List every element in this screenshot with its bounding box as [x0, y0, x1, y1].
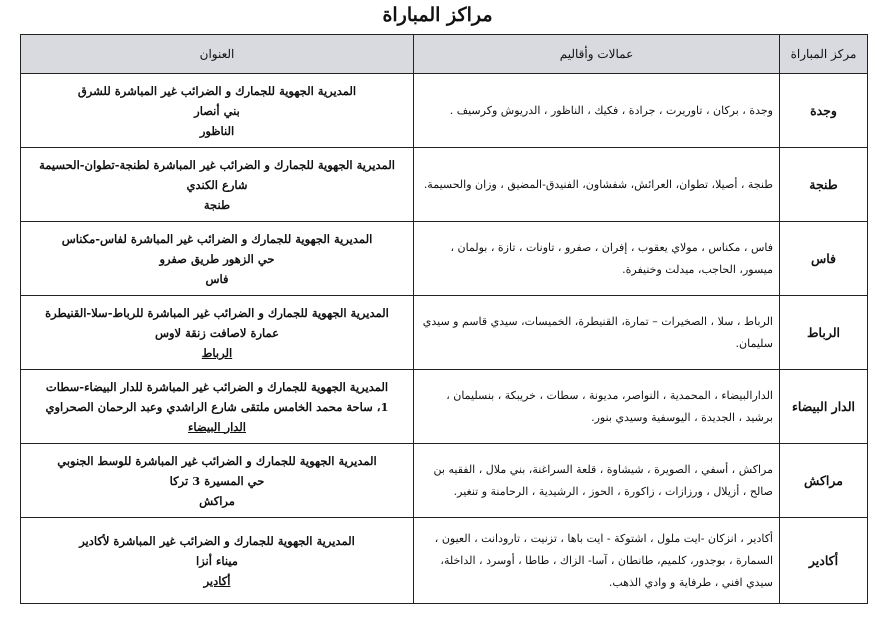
address-line-1: المديرية الجهوية للجمارك و الضرائب غير المباشرة للرباط-سلا-القنيطرة: [45, 305, 389, 320]
header-address: العنوان: [21, 35, 414, 74]
page-title: مراكز المباراة: [382, 4, 493, 26]
address-line-3: فاس: [205, 271, 229, 286]
table-row-rabat: [21, 296, 868, 370]
address-line-2: حي الزهور طريق صفرو: [159, 251, 275, 266]
cell-regions: فاس ، مكناس ، مولاي يعقوب ، إفران ، صفرو ، تاونات ، تازة ، بولمان ، ميسور، الحاجب، ميدلت وخنيفرة.: [414, 222, 780, 296]
exam-centers-table: [20, 34, 868, 604]
address-line-1: المديرية الجهوية للجمارك و الضرائب غير المباشرة للوسط الجنوبي: [57, 453, 377, 468]
cell-address: [21, 518, 414, 604]
address-line-2: شارع الكندي: [186, 177, 248, 192]
cell-address: [21, 370, 414, 444]
cell-regions: الدارالبيضاء ، المحمدية ، النواصر، مديونة ، سطات ، خريبكة ، بنسليمان ، برشيد ، الجديدة ، اليوسفية وسيدي بنور.: [414, 370, 780, 444]
cell-address: [21, 74, 414, 148]
cell-center: الدار البيضاء: [780, 370, 868, 444]
address-line-1: المديرية الجهوية للجمارك و الضرائب غير المباشرة للدار البيضاء-سطات: [45, 379, 389, 394]
cell-center: وجدة: [780, 74, 868, 148]
cell-center: الرباط: [780, 296, 868, 370]
cell-center: أكادير: [780, 518, 868, 604]
table-header-row: [21, 35, 868, 74]
cell-address: [21, 444, 414, 518]
cell-regions: أكادير ، انزكان -ايت ملول ، اشتوكة - ايت باها ، تزنيت ، تارودانت ، العيون ، السمارة ، بوجدور، كلميم، طانطان ، آسا- الزاك ، طاطا ، أوسرد ، الداخلة، سيدي افني ، طرفاية و وادي الذهب.: [414, 518, 780, 604]
cell-address: [21, 148, 414, 222]
address-line-3: الناظور: [199, 123, 235, 138]
table-row-marrakech: [21, 444, 868, 518]
table-row-oujda: [21, 74, 868, 148]
cell-regions: طنجة ، أصيلا، تطوان، العرائش، شفشاون، الفنيدق-المضيق ، وزان والحسيمة.: [414, 148, 780, 222]
cell-regions: الرباط ، سلا ، الصخيرات – تمارة، القنيطرة، الخميسات، سيدي قاسم و سيدي سليمان.: [414, 296, 780, 370]
cell-regions: مراكش ، أسفي ، الصويرة ، شيشاوة ، قلعة السراغنة، بني ملال ، الفقيه بن صالح ، أزيلال ، ورزازات ، زاكورة ، الحوز ، الرشيدية ، الرحامنة و تنغير.: [414, 444, 780, 518]
address-line-3: أكادير: [203, 573, 231, 588]
cell-center: مراكش: [780, 444, 868, 518]
header-center: مركز المباراة: [780, 35, 868, 74]
address-line-1: المديرية الجهوية للجمارك و الضرائب غير المباشرة للشرق: [77, 83, 357, 98]
address-line-1: المديرية الجهوية للجمارك و الضرائب غير المباشرة لفاس-مكناس: [61, 231, 373, 246]
cell-address: [21, 296, 414, 370]
cell-regions: وجدة ، بركان ، تاوريرت ، جرادة ، فكيك ، الناظور ، الدريوش وكرسيف .: [414, 74, 780, 148]
address-line-2: حي المسيرة 3 تركا: [169, 473, 265, 488]
header-regions: عمالات وأقاليم: [414, 35, 780, 74]
address-line-3: مراكش: [199, 493, 235, 508]
cell-center: فاس: [780, 222, 868, 296]
address-line-3: الرباط: [201, 345, 233, 360]
address-line-2: 1، ساحة محمد الخامس ملتقى شارع الراشدي وعبد الرحمان الصحراوي: [45, 399, 389, 414]
address-line-1: المديرية الجهوية للجمارك و الضرائب غير المباشرة لطنجة-تطوان-الحسيمة: [39, 157, 395, 172]
address-line-2: عمارة لاصافت زنقة لاوس: [154, 325, 280, 340]
address-line-3: الدار البيضاء: [187, 419, 246, 434]
address-line-2: ميناء أنزا: [196, 553, 238, 568]
address-line-3: طنجة: [203, 197, 231, 212]
table-row-agadir: [21, 518, 868, 604]
table-row-fes: [21, 222, 868, 296]
table-row-casablanca: [21, 370, 868, 444]
table-row-tangier: [21, 148, 868, 222]
cell-address: [21, 222, 414, 296]
address-line-2: بني أنصار: [194, 103, 240, 118]
address-line-1: المديرية الجهوية للجمارك و الضرائب غير المباشرة لأكادير: [79, 533, 355, 548]
cell-center: طنجة: [780, 148, 868, 222]
